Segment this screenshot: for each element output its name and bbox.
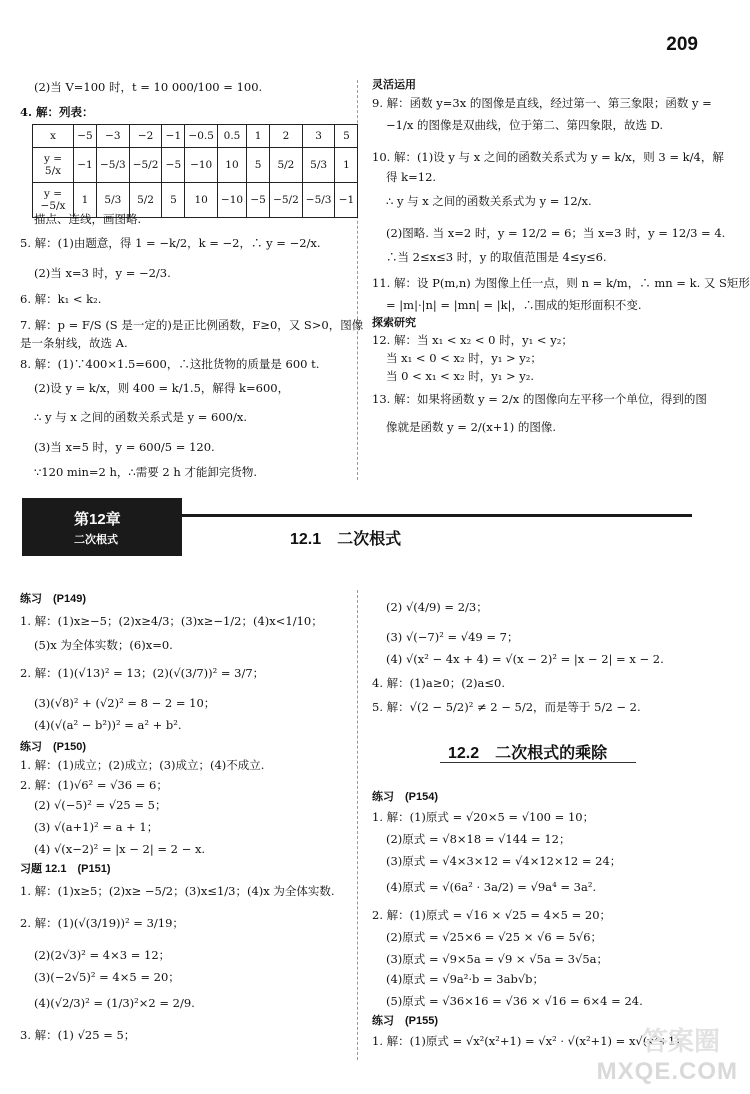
answer-line: ∵120 min=2 h，∴需要 2 h 才能卸完货物. (34, 465, 258, 479)
answer-line: (3) √(a+1)² = a + 1； (34, 820, 159, 834)
answer-line: 2. 解：(1)√6² = √36 = 6； (20, 778, 168, 792)
table-cell: 10 (217, 148, 246, 183)
answer-line: 1. 解：(1)成立；(2)成立；(3)成立；(4)不成立. (20, 758, 265, 772)
answer-line: 2. 解：(1)(√(3/19))² = 3/19； (20, 916, 184, 930)
answer-line: 1. 解：(1)原式 = √x²(x²+1) = √x² · √(x²+1) = x√(x²+1) (372, 1034, 680, 1048)
answer-line: = |m|·|n| = |mn| = |k|，∴围成的矩形面积不变. (386, 298, 642, 312)
answer-line: (3)当 x=5 时，y = 600/5 = 120. (34, 440, 215, 454)
answer-line: (4)原式 = √(6a² · 3a/2) = √9a⁴ = 3a². (386, 880, 597, 894)
table-cell: 5/3 (302, 148, 335, 183)
table-cell: −10 (185, 148, 218, 183)
exercise-label: 练习 (P150) (20, 741, 87, 753)
answer-line: 3. 解：(1) √25 = 5； (20, 1028, 136, 1042)
table-cell: 5 (247, 148, 270, 183)
answer-line: (4) √(x² − 4x + 4) = √(x − 2)² = |x − 2| = x − 2. (386, 652, 664, 666)
table-cell: −5/2 (129, 148, 162, 183)
table-cell: −5 (74, 125, 97, 148)
answer-line: ∴ y 与 x 之间的函数关系式是 y = 600/x. (34, 410, 247, 424)
answer-line: (2)当 x=3 时，y = −2/3. (34, 266, 171, 280)
table-cell: 5/3 (97, 183, 130, 218)
answer-line: 8. 解：(1)∵400×1.5=600，∴这批货物的质量是 600 t. (20, 357, 320, 371)
answer-line: 得 k=12. (386, 170, 437, 184)
answer-line: (4) √(x−2)² = |x − 2| = 2 − x. (34, 842, 206, 856)
answer-line: 4. 解：(1)a≥0；(2)a≤0. (372, 676, 505, 690)
chapter-rule (182, 514, 692, 517)
chapter-name: 二次根式 (74, 534, 118, 546)
answer-line: 9. 解：函数 y=3x 的图像是直线，经过第一、第三象限；函数 y = (372, 96, 712, 110)
table-cell: 1 (74, 183, 97, 218)
page-number: 209 (666, 34, 698, 55)
answer-line: (3)原式 = √9×5a = √9 × √5a = 3√5a； (386, 952, 608, 966)
section-title: 12.1 二次根式 (290, 531, 402, 548)
section-label: 探索研究 (372, 317, 416, 329)
answer-line: (2)图略. 当 x=2 时，y = 12/2 = 6；当 x=3 时，y = 12/3 = 4. (386, 226, 726, 240)
answer-line: (4)(√2/3)² = (1/3)²×2 = 2/9. (34, 996, 195, 1010)
answer-line: (2)当 V=100 时，t = 10 000/100 = 100. (34, 80, 263, 94)
table-cell: 5 (162, 183, 185, 218)
answer-line: 7. 解：p = F/S (S 是一定的)是正比例函数，F≥0，又 S>0，图像 (20, 318, 364, 332)
answer-line: (2)(2√3)² = 4×3 = 12； (34, 948, 171, 962)
watermark-logo: 答案圈 (641, 1027, 720, 1057)
watermark-url: MXQE.COM (596, 1058, 738, 1085)
exercise-label: 习题 12.1 (P151) (20, 863, 111, 875)
section-rule (440, 762, 636, 763)
table-cell: y = 5/x (33, 148, 74, 183)
answer-line: (2) √(4/9) = 2/3； (386, 600, 488, 614)
chapter-number: 第12章 (74, 511, 121, 528)
table-cell: 5/2 (129, 183, 162, 218)
table-cell: −5/2 (270, 183, 303, 218)
answer-line: (2)设 y = k/x，则 400 = k/1.5，解得 k=600， (34, 381, 290, 395)
table-row (33, 148, 358, 183)
answer-line: 11. 解：设 P(m,n) 为图像上任一点，则 n = k/m，∴ mn = k. 又 S矩形 (372, 276, 750, 290)
table-cell: −1 (74, 148, 97, 183)
answer-line: 2. 解：(1)(√13)² = 13；(2)(√(3/7))² = 3/7； (20, 666, 265, 680)
answer-line: (5)原式 = √36×16 = √36 × √16 = 6×4 = 24. (386, 994, 643, 1008)
table-cell: x (33, 125, 74, 148)
answer-line: (3)(−2√5)² = 4×5 = 20； (34, 970, 180, 984)
table-cell: 3 (302, 125, 335, 148)
answer-line: (3)(√8)² + (√2)² = 8 − 2 = 10； (34, 696, 216, 710)
table-cell: 1 (335, 148, 358, 183)
answer-line: (3) √(−7)² = √49 = 7； (386, 630, 519, 644)
answer-line: 是一条射线，故选 A. (20, 336, 128, 350)
answer-line: (4)原式 = √9a²·b = 3ab√b； (386, 972, 545, 986)
answer-line: 描点、连线，画图略. (34, 212, 142, 226)
answer-line: 10. 解：(1)设 y 与 x 之间的函数关系式为 y = k/x，则 3 = k/4，解 (372, 150, 724, 164)
table-cell: y = −5/x (33, 183, 74, 218)
table-cell: −1 (335, 183, 358, 218)
answer-line: 当 x₁ < 0 < x₂ 时，y₁ > y₂； (386, 351, 542, 365)
answer-line: 13. 解：如果将函数 y = 2/x 的图像向左平移一个单位，得到的图 (372, 392, 707, 406)
answer-line: 1. 解：(1)原式 = √20×5 = √100 = 10； (372, 810, 595, 824)
answer-line: 1. 解：(1)x≥5；(2)x≥ −5/2；(3)x≤1/3；(4)x 为全体实数. (20, 884, 335, 898)
table-row (33, 125, 358, 148)
column-divider-bottom (357, 590, 358, 1060)
exercise-label: 练习 (P154) (372, 791, 439, 803)
table-cell: 0.5 (217, 125, 246, 148)
exercise-label: 练习 (P155) (372, 1015, 439, 1027)
answer-line: −1/x 的图像是双曲线，位于第二、第四象限，故选 D. (386, 118, 664, 132)
table-cell: −0.5 (185, 125, 218, 148)
answer-line: (3)原式 = √4×3×12 = √4×12×12 = 24； (386, 854, 622, 868)
answer-line: 当 0 < x₁ < x₂ 时，y₁ > y₂. (386, 369, 535, 383)
answer-line: (4)(√(a² − b²))² = a² + b². (34, 718, 182, 732)
answer-line: (2) √(−5)² = √25 = 5； (34, 798, 167, 812)
answer-line: 像就是函数 y = 2/(x+1) 的图像. (386, 420, 557, 434)
table-cell: −3 (97, 125, 130, 148)
section-label: 灵活运用 (372, 79, 416, 91)
table-cell: −1 (162, 125, 185, 148)
answer-line: 12. 解：当 x₁ < x₂ < 0 时，y₁ < y₂； (372, 333, 573, 347)
table-cell: 5 (335, 125, 358, 148)
section-title: 12.2 二次根式的乘除 (448, 745, 608, 762)
table-cell: −5/3 (302, 183, 335, 218)
table-cell: −5 (162, 148, 185, 183)
table-cell: 1 (247, 125, 270, 148)
table-cell: −2 (129, 125, 162, 148)
answer-line: (5)x 为全体实数；(6)x=0. (34, 638, 173, 652)
table-cell: 5/2 (270, 148, 303, 183)
answer-line: 5. 解：(1)由题意，得 1 = −k/2，k = −2，∴ y = −2/x. (20, 236, 321, 250)
table-cell: −10 (217, 183, 246, 218)
answer-line: 4. 解：列表： (20, 105, 94, 119)
answer-line: ∴ y 与 x 之间的函数关系式为 y = 12/x. (386, 194, 592, 208)
answer-line: (2)原式 = √25×6 = √25 × √6 = 5√6； (386, 930, 603, 944)
answer-line: 5. 解：√(2 − 5/2)² ≠ 2 − 5/2，而是等于 5/2 − 2. (372, 700, 641, 714)
value-table (32, 124, 358, 218)
exercise-label: 练习 (P149) (20, 593, 87, 605)
answer-line: 6. 解：k₁ < k₂. (20, 292, 102, 306)
table-cell: −5 (247, 183, 270, 218)
answer-line: 1. 解：(1)x≥−5；(2)x≥4/3；(3)x≥−1/2；(4)x<1/10； (20, 614, 323, 628)
table-cell: −5/3 (97, 148, 130, 183)
table-cell: 10 (185, 183, 218, 218)
answer-line: (2)原式 = √8×18 = √144 = 12； (386, 832, 571, 846)
chapter-banner (22, 498, 182, 556)
answer-line: 2. 解：(1)原式 = √16 × √25 = 4×5 = 20； (372, 908, 612, 922)
table-cell: 2 (270, 125, 303, 148)
answer-line: ∴当 2≤x≤3 时，y 的取值范围是 4≤y≤6. (386, 250, 607, 264)
